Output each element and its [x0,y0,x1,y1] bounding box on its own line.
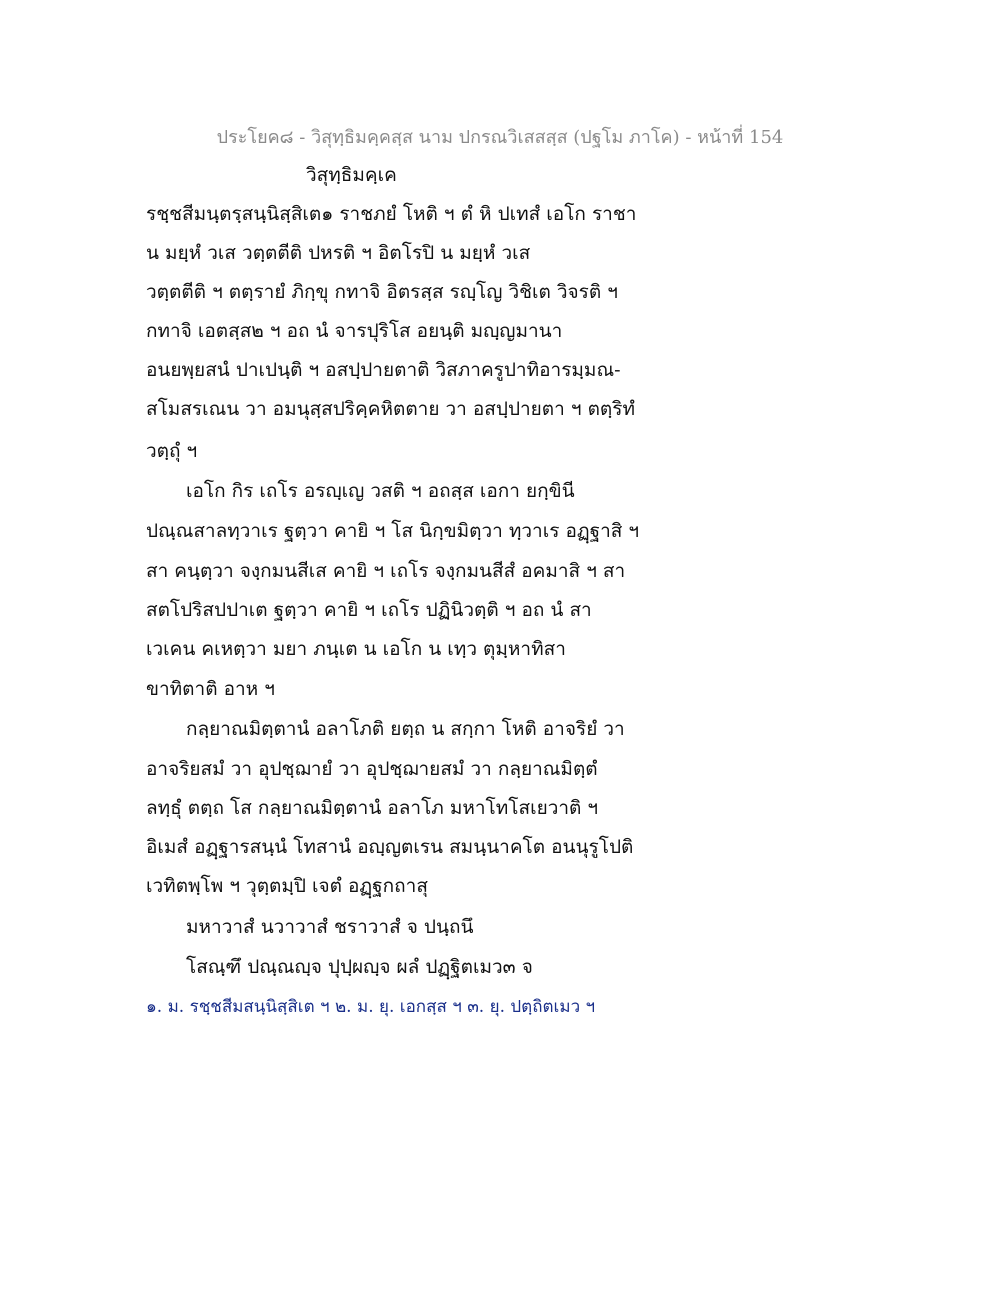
section-title: วิสุทฺธิมคฺเค [306,164,397,186]
body-line: กลฺยาณมิตฺตานํ อลาโภติ ยตฺถ น สกฺกา โหติ อาจริยํ วา [186,718,625,740]
body-line: เวเคน คเหตฺวา มยา ภนฺเต น เอโก น เทฺว ตุมฺหาทิสา [146,638,566,660]
body-line: เวทิตพฺโพ ฯ วุตฺตมฺปิ เจตํ อฏฺฐกถาสุ [146,875,428,897]
body-line: อิเมสํ อฏฺฐารสนฺนํ โทสานํ อญฺญตเรน สมนฺนาคโต อนนุรูโปติ [146,836,634,858]
body-line: น มยฺหํ วเส วตฺตตีติ ปหรติ ฯ อิตโรปิ น มยฺหํ วเส [146,242,531,264]
page-header: ประโยค๘ - วิสุทฺธิมคฺคสฺส นาม ปกรณวิเสสสฺส (ปฐโม ภาโค) - หน้าที่ 154 [216,127,784,148]
body-line: สโมสรเณน วา อมนุสฺสปริคฺคหิตตาย วา อสปฺปายตา ฯ ตตฺริทํ [146,398,635,420]
verse-line: มหาวาสํ นวาวาสํ ชราวาสํ จ ปนฺถนึ [186,916,474,938]
body-line: กทาจิ เอตสฺส๒ ฯ อถ นํ จารปุริโส อยนฺติ มญฺญมานา [146,320,563,342]
body-line: รชฺชสีมนฺตรฺสนฺนิสฺสิเต๑ ราชภยํ โหติ ฯ ตํ หิ ปเทสํ เอโก ราชา [146,203,637,225]
body-line: ลทฺธุํ ตตฺถ โส กลฺยาณมิตฺตานํ อลาโภ มหาโทโสเยวาติ ฯ [146,797,599,819]
footnotes: ๑. ม. รชฺชสีมสนฺนิสฺสิเต ฯ ๒. ม. ยุ. เอกสฺส ฯ ๓. ยุ. ปตฺถิตเมว ฯ [146,997,596,1017]
body-line: อาจริยสมํ วา อุปชฺฌายํ วา อุปชฺฌายสมํ วา กลฺยาณมิตฺตํ [146,758,598,780]
body-line: เอโก กิร เถโร อรญฺเญ วสติ ฯ อถสฺส เอกา ยกฺขินี [186,480,575,502]
body-line: ขาทิตาติ อาห ฯ [146,678,275,700]
body-line: วตฺถุํ ฯ [146,440,198,462]
body-line: อนยพฺยสนํ ปาเปนฺติ ฯ อสปฺปายตาติ วิสภาครูปาทิอารมฺมณ- [146,359,621,381]
body-line: สตโปริสปปาเต ฐตฺวา คายิ ฯ เถโร ปฏินิวตฺติ ฯ อถ นํ สา [146,599,592,621]
body-line: ปณฺณสาลทฺวาเร ฐตฺวา คายิ ฯ โส นิกฺขมิตฺวา ทฺวาเร อฏฺฐาสิ ฯ [146,520,640,542]
body-line: วตฺตตีติ ฯ ตตฺรายํ ภิกฺขุ กทาจิ อิตรสฺส รญฺโญ วิชิเต วิจรติ ฯ [146,281,618,303]
body-line: สา คนฺตฺวา จงฺกมนสีเส คายิ ฯ เถโร จงฺกมนสีสํ อคมาสิ ฯ สา [146,560,626,582]
verse-line: โสณฺฑึ ปณฺณญฺจ ปุปฺผญฺจ ผลํ ปฏฺฐิตเมว๓ จ [186,956,533,978]
